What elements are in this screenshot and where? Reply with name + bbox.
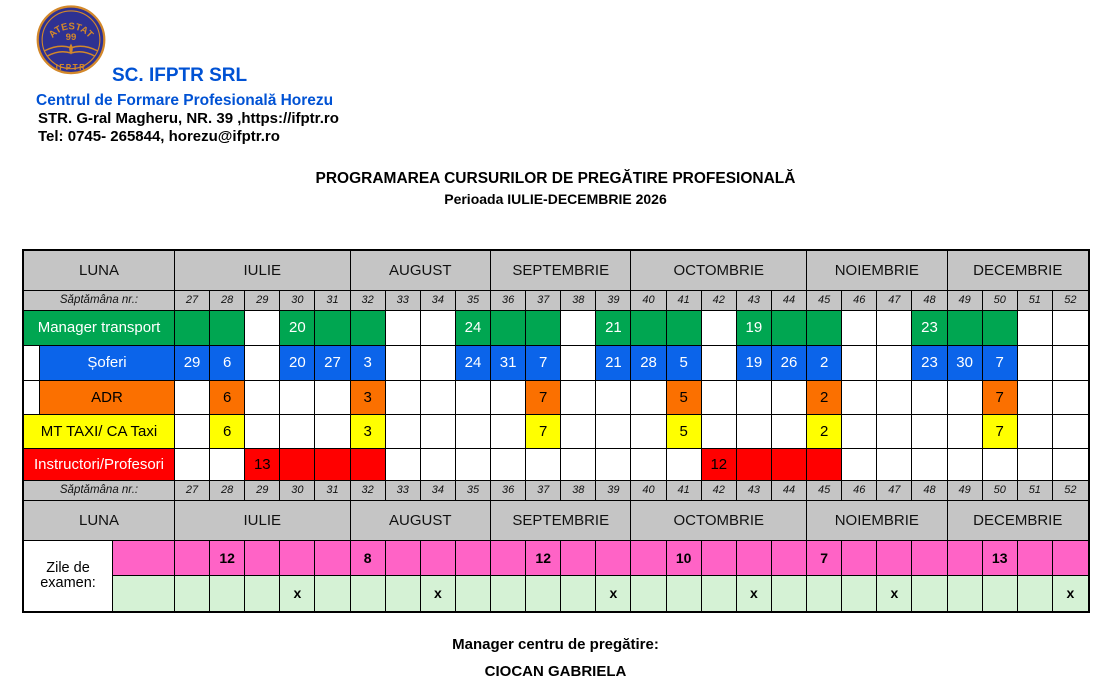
course-cell-soferi-w38 [561,346,596,381]
ifptr-logo [34,5,108,79]
course-cell-adr-w46 [842,381,877,415]
exam-cell-exam-x-w40 [631,576,666,611]
exam-cell-exam-dates-w49 [948,541,983,576]
course-cell-instructori-w38 [561,449,596,481]
course-cell-instructori-w32 [351,449,386,481]
course-cell-soferi-w33 [386,346,421,381]
course-cell-adr-w35 [456,381,491,415]
course-cell-manager-transport-w52 [1053,311,1088,346]
week-number-49: 49 [948,291,983,311]
course-row-mt-taxi [24,415,1088,449]
course-cell-instructori-w35 [456,449,491,481]
course-cell-manager-transport-w43: 19 [737,311,772,346]
logo-arc-text: ATESTAT [46,21,96,41]
week-number-44: 44 [772,291,807,311]
exam-filler-exam-dates [113,541,175,576]
week-number-49: 49 [948,481,983,501]
course-cell-adr-w27 [175,381,210,415]
course-cell-adr-w51 [1018,381,1053,415]
course-label-wrap-instructori [24,449,175,481]
course-cell-mt-taxi-w43 [737,415,772,449]
week-number-50: 50 [983,291,1018,311]
course-cell-mt-taxi-w28: 6 [210,415,245,449]
course-cell-instructori-w27 [175,449,210,481]
document-title: PROGRAMAREA CURSURILOR DE PREGĂTIRE PROFESIONALĂ [315,170,796,187]
course-cell-soferi-w42 [702,346,737,381]
course-cell-instructori-w52 [1053,449,1088,481]
week-number-28: 28 [210,481,245,501]
course-cell-adr-w31 [315,381,350,415]
course-cell-instructori-w28 [210,449,245,481]
course-cell-soferi-w31: 27 [315,346,350,381]
exam-cell-exam-x-w42 [702,576,737,611]
manager-name: CIOCAN GABRIELA [484,663,627,680]
week-number-50: 50 [983,481,1018,501]
week-number-38: 38 [561,291,596,311]
week-number-35: 35 [456,481,491,501]
course-cell-mt-taxi-w39 [596,415,631,449]
course-cell-mt-taxi-w50: 7 [983,415,1018,449]
course-cell-soferi-w30: 20 [280,346,315,381]
exam-cell-exam-dates-w28: 12 [210,541,245,576]
week-number-47: 47 [877,481,912,501]
course-cell-manager-transport-w48: 23 [912,311,947,346]
course-cell-manager-transport-w33 [386,311,421,346]
week-number-40: 40 [631,291,666,311]
company-phone: Tel: 0745- 265844, horezu@ifptr.ro [38,128,280,145]
course-cell-instructori-w30 [280,449,315,481]
exam-cell-exam-dates-w41: 10 [667,541,702,576]
label-spacer [24,381,40,414]
week-number-48: 48 [912,291,947,311]
course-row-instructori [24,449,1088,481]
week-number-51: 51 [1018,291,1053,311]
exam-cell-exam-dates-w43 [737,541,772,576]
week-number-row-bottom [24,481,1088,501]
exam-cell-exam-x-w36 [491,576,526,611]
course-cell-instructori-w44 [772,449,807,481]
manager-title: Manager centru de pregătire: [452,636,659,653]
course-cell-manager-transport-w35: 24 [456,311,491,346]
course-cell-mt-taxi-w47 [877,415,912,449]
course-cell-adr-w29 [245,381,280,415]
month-header-row-bottom [24,501,1088,541]
course-cell-soferi-w29 [245,346,280,381]
course-cell-mt-taxi-w52 [1053,415,1088,449]
week-number-27: 27 [175,291,210,311]
week-number-45: 45 [807,291,842,311]
course-cell-adr-w37: 7 [526,381,561,415]
course-cell-adr-w52 [1053,381,1088,415]
course-cell-mt-taxi-w42 [702,415,737,449]
exam-cell-exam-x-w37 [526,576,561,611]
exam-cell-exam-dates-w38 [561,541,596,576]
month-cell-septembrie: SEPTEMBRIE [491,501,631,541]
company-name: SC. IFPTR SRL [112,65,248,86]
week-number-38: 38 [561,481,596,501]
exam-cell-exam-x-w31 [315,576,350,611]
month-cell-iulie: IULIE [175,501,351,541]
exam-cell-exam-x-w50 [983,576,1018,611]
course-cell-manager-transport-w47 [877,311,912,346]
course-cell-instructori-w36 [491,449,526,481]
month-cell-august: AUGUST [351,251,491,291]
exam-cell-exam-dates-w39 [596,541,631,576]
course-cell-soferi-w37: 7 [526,346,561,381]
exam-cell-exam-dates-w30 [280,541,315,576]
course-cell-instructori-w41 [667,449,702,481]
week-number-29: 29 [245,291,280,311]
course-label-instructori: Instructori/Profesori [24,449,174,480]
course-cell-instructori-w34 [421,449,456,481]
course-cell-mt-taxi-w34 [421,415,456,449]
course-cell-manager-transport-w51 [1018,311,1053,346]
course-cell-soferi-w32: 3 [351,346,386,381]
month-cell-decembrie: DECEMBRIE [948,501,1088,541]
label-spacer [24,346,40,380]
course-cell-adr-w43 [737,381,772,415]
course-cell-adr-w41: 5 [667,381,702,415]
course-cell-mt-taxi-w38 [561,415,596,449]
course-cell-adr-w39 [596,381,631,415]
exam-cell-exam-dates-w32: 8 [351,541,386,576]
week-number-30: 30 [280,291,315,311]
week-number-31: 31 [315,291,350,311]
week-row-label: Săptămâna nr.: [24,481,175,501]
course-cell-adr-w30 [280,381,315,415]
course-label-soferi: Șoferi [40,346,174,380]
course-cell-manager-transport-w27 [175,311,210,346]
exam-cell-exam-x-w28 [210,576,245,611]
course-cell-soferi-w39: 21 [596,346,631,381]
course-cell-soferi-w28: 6 [210,346,245,381]
exam-cell-exam-x-w34: x [421,576,456,611]
week-number-36: 36 [491,291,526,311]
logo-banner-text: IFPTR [55,63,87,73]
week-number-31: 31 [315,481,350,501]
course-cell-instructori-w29: 13 [245,449,280,481]
course-cell-manager-transport-w37 [526,311,561,346]
course-cell-manager-transport-w39: 21 [596,311,631,346]
course-row-adr [24,381,1088,415]
exam-cell-exam-x-w41 [667,576,702,611]
course-cell-manager-transport-w45 [807,311,842,346]
course-cell-adr-w32: 3 [351,381,386,415]
week-number-33: 33 [386,481,421,501]
course-label-wrap-manager-transport [24,311,175,346]
course-label-wrap-soferi [24,346,175,381]
week-number-47: 47 [877,291,912,311]
exam-cell-exam-dates-w33 [386,541,421,576]
exam-cell-exam-dates-w40 [631,541,666,576]
week-number-37: 37 [526,291,561,311]
course-cell-instructori-w49 [948,449,983,481]
week-number-43: 43 [737,481,772,501]
exam-cell-exam-dates-w36 [491,541,526,576]
course-cell-soferi-w41: 5 [667,346,702,381]
course-cell-adr-w45: 2 [807,381,842,415]
course-cell-mt-taxi-w36 [491,415,526,449]
month-cell-noiembrie: NOIEMBRIE [807,251,947,291]
exam-cell-exam-dates-w42 [702,541,737,576]
exam-cell-exam-x-w49 [948,576,983,611]
course-cell-instructori-w43 [737,449,772,481]
week-number-40: 40 [631,481,666,501]
exam-cell-exam-dates-w35 [456,541,491,576]
week-number-28: 28 [210,291,245,311]
course-cell-manager-transport-w28 [210,311,245,346]
course-cell-mt-taxi-w40 [631,415,666,449]
week-number-45: 45 [807,481,842,501]
course-cell-instructori-w51 [1018,449,1053,481]
course-cell-soferi-w35: 24 [456,346,491,381]
course-cell-instructori-w42: 12 [702,449,737,481]
month-cell-septembrie: SEPTEMBRIE [491,251,631,291]
document-subtitle: Perioada IULIE-DECEMBRIE 2026 [444,191,667,207]
course-cell-adr-w33 [386,381,421,415]
course-label-wrap-mt-taxi [24,415,175,449]
week-number-52: 52 [1053,481,1088,501]
course-cell-manager-transport-w46 [842,311,877,346]
exam-cell-exam-dates-w34 [421,541,456,576]
schedule-table [22,249,1090,613]
course-cell-soferi-w36: 31 [491,346,526,381]
course-cell-adr-w40 [631,381,666,415]
month-cell-august: AUGUST [351,501,491,541]
course-row-manager-transport [24,311,1088,346]
week-number-32: 32 [351,481,386,501]
exam-cell-exam-x-w38 [561,576,596,611]
luna-cell: LUNA [24,251,175,291]
course-cell-instructori-w39 [596,449,631,481]
exam-label: Zile de examen: [24,541,113,611]
week-number-52: 52 [1053,291,1088,311]
course-cell-mt-taxi-w30 [280,415,315,449]
week-number-35: 35 [456,291,491,311]
course-cell-instructori-w31 [315,449,350,481]
week-number-34: 34 [421,481,456,501]
course-cell-adr-w50: 7 [983,381,1018,415]
week-number-row-top [24,291,1088,311]
week-number-42: 42 [702,481,737,501]
course-cell-mt-taxi-w41: 5 [667,415,702,449]
exam-cell-exam-dates-w29 [245,541,280,576]
exam-cell-exam-dates-w31 [315,541,350,576]
course-cell-mt-taxi-w45: 2 [807,415,842,449]
course-cell-instructori-w33 [386,449,421,481]
exam-cell-exam-dates-w44 [772,541,807,576]
course-label-mt-taxi: MT TAXI/ CA Taxi [24,415,174,448]
month-cell-noiembrie: NOIEMBRIE [807,501,947,541]
course-cell-mt-taxi-w49 [948,415,983,449]
exam-cell-exam-x-w46 [842,576,877,611]
exam-section [24,541,1088,611]
week-number-32: 32 [351,291,386,311]
course-cell-soferi-w46 [842,346,877,381]
course-cell-adr-w44 [772,381,807,415]
course-cell-soferi-w50: 7 [983,346,1018,381]
course-cell-mt-taxi-w37: 7 [526,415,561,449]
course-cell-mt-taxi-w48 [912,415,947,449]
course-row-soferi [24,346,1088,381]
course-cell-manager-transport-w38 [561,311,596,346]
course-cell-mt-taxi-w31 [315,415,350,449]
week-row-label: Săptămâna nr.: [24,291,175,311]
exam-cell-exam-dates-w37: 12 [526,541,561,576]
exam-cell-exam-x-w29 [245,576,280,611]
course-cell-manager-transport-w34 [421,311,456,346]
course-cell-manager-transport-w44 [772,311,807,346]
course-cell-soferi-w44: 26 [772,346,807,381]
month-header-row-top [24,251,1088,291]
course-cell-adr-w34 [421,381,456,415]
course-cell-mt-taxi-w46 [842,415,877,449]
course-cell-soferi-w52 [1053,346,1088,381]
month-cell-octombrie: OCTOMBRIE [631,501,807,541]
week-number-48: 48 [912,481,947,501]
week-number-41: 41 [667,291,702,311]
exam-cell-exam-x-w52: x [1053,576,1088,611]
course-cell-adr-w42 [702,381,737,415]
week-number-27: 27 [175,481,210,501]
week-number-46: 46 [842,291,877,311]
course-cell-instructori-w45 [807,449,842,481]
course-cell-manager-transport-w30: 20 [280,311,315,346]
logo-year: 99 [65,31,77,43]
exam-cell-exam-dates-w52 [1053,541,1088,576]
exam-cell-exam-x-w48 [912,576,947,611]
week-number-34: 34 [421,291,456,311]
course-cell-manager-transport-w29 [245,311,280,346]
week-number-39: 39 [596,481,631,501]
exam-cell-exam-x-w35 [456,576,491,611]
month-cell-octombrie: OCTOMBRIE [631,251,807,291]
week-number-33: 33 [386,291,421,311]
exam-cell-exam-x-w45 [807,576,842,611]
course-cell-mt-taxi-w32: 3 [351,415,386,449]
course-cell-manager-transport-w50 [983,311,1018,346]
course-cell-mt-taxi-w27 [175,415,210,449]
week-number-41: 41 [667,481,702,501]
month-cell-decembrie: DECEMBRIE [948,251,1088,291]
month-cell-iulie: IULIE [175,251,351,291]
course-cell-soferi-w27: 29 [175,346,210,381]
company-subtitle: Centrul de Formare Profesională Horezu [36,92,334,109]
week-number-46: 46 [842,481,877,501]
course-cell-soferi-w48: 23 [912,346,947,381]
course-cell-mt-taxi-w33 [386,415,421,449]
course-cell-mt-taxi-w51 [1018,415,1053,449]
exam-filler-exam-x [113,576,175,611]
exam-cell-exam-x-w51 [1018,576,1053,611]
course-cell-soferi-w47 [877,346,912,381]
week-number-43: 43 [737,291,772,311]
course-cell-mt-taxi-w35 [456,415,491,449]
exam-cell-exam-x-w27 [175,576,210,611]
course-cell-soferi-w45: 2 [807,346,842,381]
course-cell-soferi-w49: 30 [948,346,983,381]
course-cell-adr-w48 [912,381,947,415]
exam-cell-exam-dates-w46 [842,541,877,576]
week-number-42: 42 [702,291,737,311]
exam-cell-exam-dates-w50: 13 [983,541,1018,576]
course-cell-manager-transport-w31 [315,311,350,346]
course-cell-instructori-w40 [631,449,666,481]
course-cell-soferi-w40: 28 [631,346,666,381]
exam-cell-exam-x-w43: x [737,576,772,611]
course-cell-manager-transport-w41 [667,311,702,346]
course-cell-manager-transport-w32 [351,311,386,346]
exam-cell-exam-x-w44 [772,576,807,611]
course-cell-adr-w36 [491,381,526,415]
week-number-29: 29 [245,481,280,501]
week-number-39: 39 [596,291,631,311]
course-label-wrap-adr [24,381,175,415]
course-cell-mt-taxi-w44 [772,415,807,449]
course-cell-soferi-w34 [421,346,456,381]
week-number-30: 30 [280,481,315,501]
exam-cell-exam-dates-w51 [1018,541,1053,576]
exam-cell-exam-x-w47: x [877,576,912,611]
course-cell-adr-w38 [561,381,596,415]
exam-cell-exam-dates-w27 [175,541,210,576]
exam-cell-exam-x-w39: x [596,576,631,611]
company-address: STR. G-ral Magheru, NR. 39 ,https://ifptr.ro [38,110,339,127]
course-cell-instructori-w48 [912,449,947,481]
course-cell-manager-transport-w36 [491,311,526,346]
luna-cell: LUNA [24,501,175,541]
week-number-37: 37 [526,481,561,501]
course-cell-instructori-w47 [877,449,912,481]
course-cell-adr-w49 [948,381,983,415]
course-cell-instructori-w46 [842,449,877,481]
week-number-44: 44 [772,481,807,501]
week-number-51: 51 [1018,481,1053,501]
course-cell-manager-transport-w42 [702,311,737,346]
exam-cell-exam-dates-w45: 7 [807,541,842,576]
course-cell-soferi-w43: 19 [737,346,772,381]
course-cell-instructori-w37 [526,449,561,481]
course-cell-adr-w28: 6 [210,381,245,415]
exam-cell-exam-dates-w48 [912,541,947,576]
course-label-adr: ADR [40,381,174,414]
exam-cell-exam-dates-w47 [877,541,912,576]
exam-cell-exam-x-w33 [386,576,421,611]
course-cell-manager-transport-w49 [948,311,983,346]
course-cell-manager-transport-w40 [631,311,666,346]
course-label-manager-transport: Manager transport [24,311,174,345]
course-cell-mt-taxi-w29 [245,415,280,449]
course-cell-instructori-w50 [983,449,1018,481]
exam-cell-exam-x-w32 [351,576,386,611]
course-cell-adr-w47 [877,381,912,415]
week-number-36: 36 [491,481,526,501]
exam-cell-exam-x-w30: x [280,576,315,611]
course-cell-soferi-w51 [1018,346,1053,381]
